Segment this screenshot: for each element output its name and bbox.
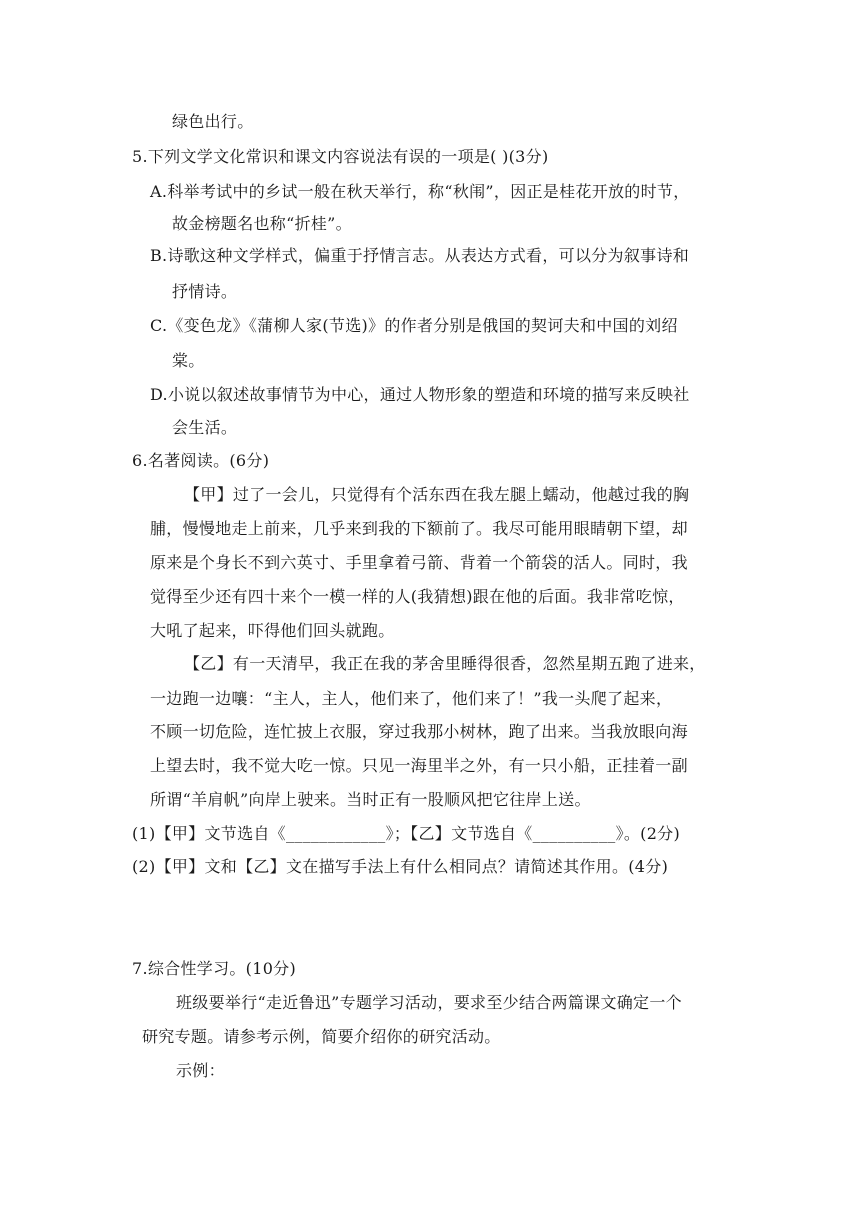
option-c-line-1: C.《变色龙》《蒲柳人家(节选)》的作者分别是俄国的契诃夫和中国的刘绍 xyxy=(150,316,678,335)
q5-stem: 5.下列文学文化常识和课文内容说法有误的一项是( )(3分) xyxy=(132,147,549,166)
q7-paragraph-line-2: 研究专题。请参考示例，简要介绍你的研究活动。 xyxy=(142,1027,501,1046)
q4-tail-text: 绿色出行。 xyxy=(172,112,254,131)
option-b-line-2: 抒情诗。 xyxy=(172,282,238,301)
passage-yi-line: 所谓“羊肩帆”向岸上驶来。当时正有一股顺风把它往岸上送。 xyxy=(150,790,591,809)
passage-yi-line: 【乙】有一天清早，我正在我的茅舍里睡得很香，忽然星期五跑了进来， xyxy=(184,654,706,673)
option-c-line-2: 棠。 xyxy=(172,351,205,370)
option-d-line-2: 会生活。 xyxy=(172,418,238,437)
q6-stem: 6.名著阅读。(6分) xyxy=(132,451,270,470)
passage-jia-line: 觉得至少还有四十来个一模一样的人(我猜想)跟在他的后面。我非常吃惊， xyxy=(150,587,685,606)
passage-jia-line: 脯，慢慢地走上前来，几乎来到我的下额前了。我尽可能用眼睛朝下望，却 xyxy=(150,519,688,538)
passage-jia-line: 原来是个身长不到六英寸、手里拿着弓箭、背着一个箭袋的活人。同时，我 xyxy=(150,553,688,572)
passage-yi-line: 不顾一切危险，连忙披上衣服，穿过我那小树林，跑了出来。当我放眼向海 xyxy=(150,722,688,741)
q7-example-label: 示例： xyxy=(176,1061,225,1080)
option-d-line-1: D.小说以叙述故事情节为中心，通过人物形象的塑造和环境的描写来反映社 xyxy=(150,385,690,404)
passage-jia-line: 【甲】过了一会儿，只觉得有个活东西在我左腿上蠕动，他越过我的胸 xyxy=(184,485,690,504)
passage-jia-line: 大吼了起来，吓得他们回头就跑。 xyxy=(150,621,395,640)
passage-yi-line: 上望去时，我不觉大吃一惊。只见一海里半之外，有一只小船，正挂着一副 xyxy=(150,756,688,775)
q7-stem: 7.综合性学习。(10分) xyxy=(132,959,297,978)
passage-yi-line: 一边跑一边嚷：“主人，主人，他们来了，他们来了！”我一头爬了起来， xyxy=(150,689,673,708)
q6-subquestion-2: (2)【甲】文和【乙】文在描写手法上有什么相同点？请简述其作用。(4分) xyxy=(132,857,669,876)
q7-paragraph-line-1: 班级要举行“走近鲁迅”专题学习活动，要求至少结合两篇课文确定一个 xyxy=(176,993,682,1012)
option-a-line-1: A.科举考试中的乡试一般在秋天举行，称“秋闱”，因正是桂花开放的时节， xyxy=(150,182,690,201)
option-a-line-2: 故金榜题名也称“折桂”。 xyxy=(172,214,352,233)
option-b-line-1: B.诗歌这种文学样式，偏重于抒情言志。从表达方式看，可以分为叙事诗和 xyxy=(150,246,690,265)
q6-subquestion-1: (1)【甲】文节选自《____________》；【乙】文节选自《__________》。(2分) xyxy=(132,824,681,843)
